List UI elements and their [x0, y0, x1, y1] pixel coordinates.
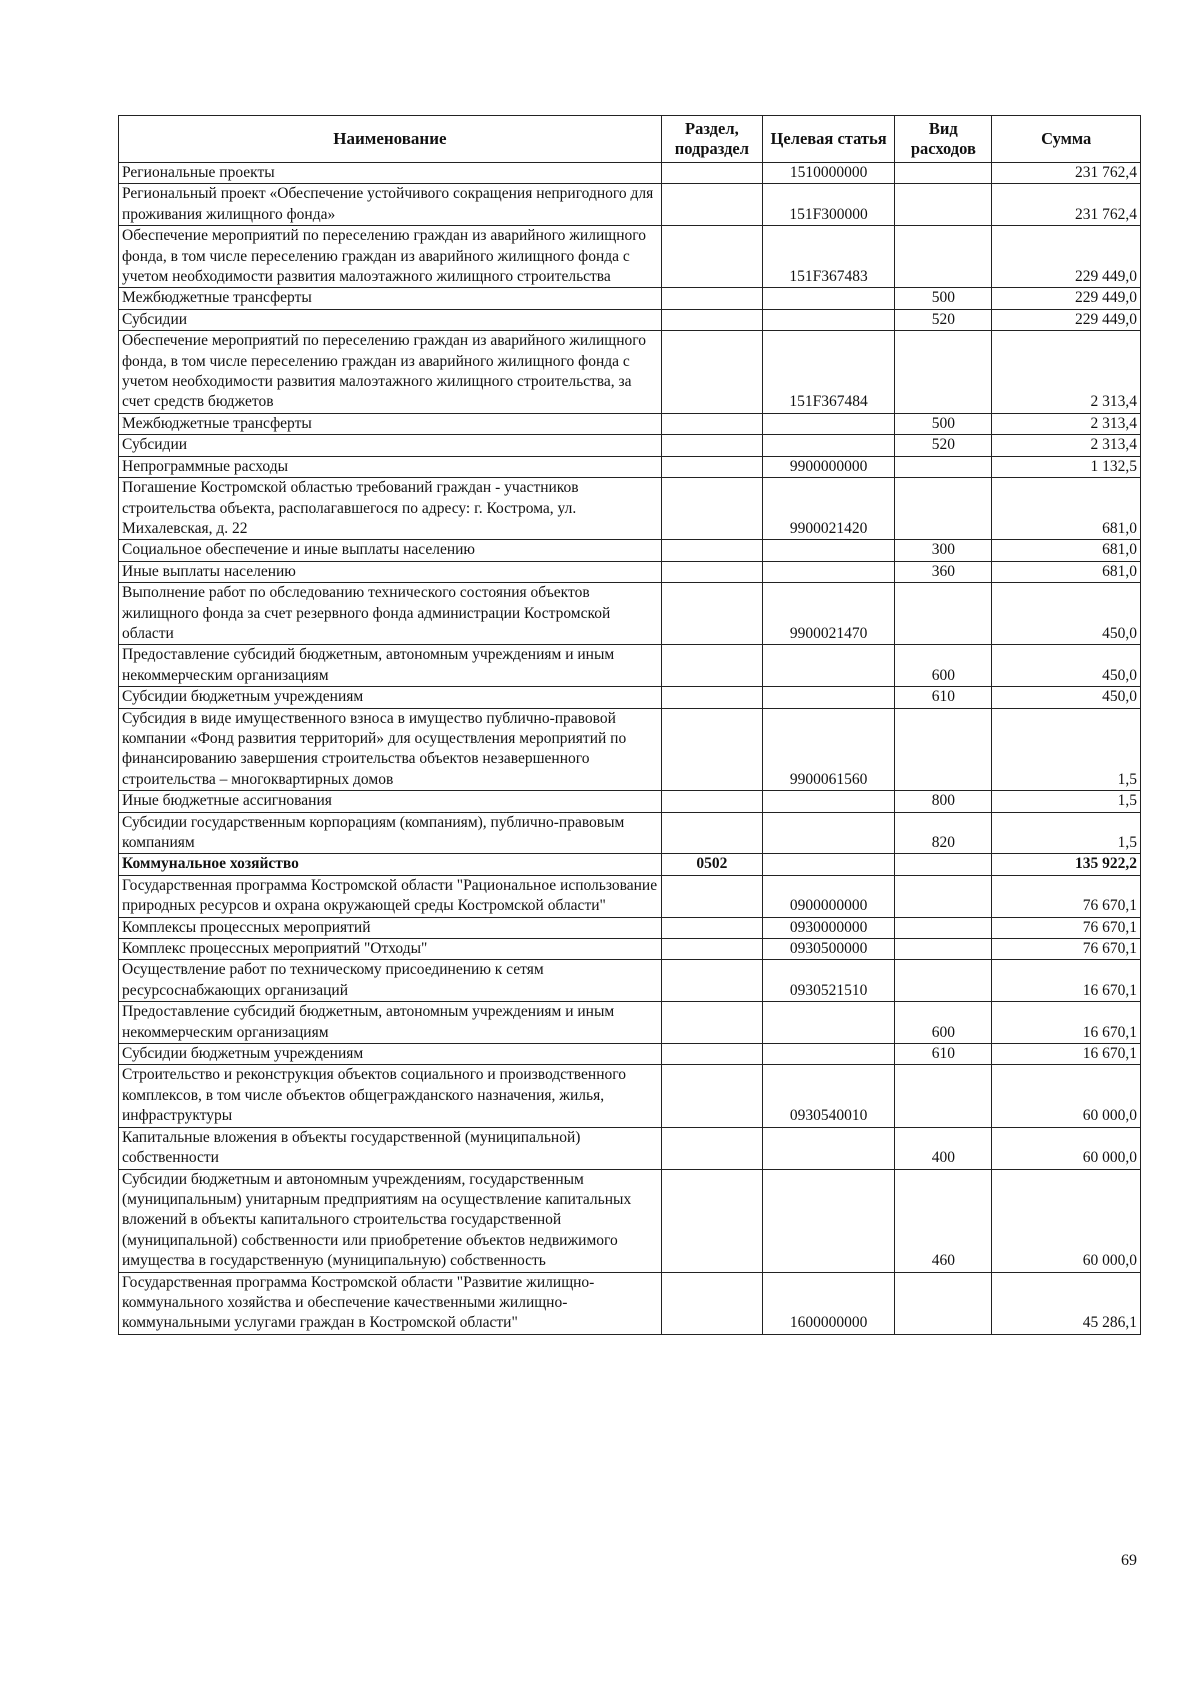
table-row: [119, 435, 1141, 456]
cell-kind: 500: [895, 288, 992, 309]
cell-sum: 135 922,2: [992, 854, 1141, 875]
cell-sum: 229 449,0: [992, 226, 1141, 288]
cell-target: 0930521510: [762, 960, 894, 1002]
table-row: [119, 309, 1141, 330]
cell-target: 9900061560: [762, 708, 894, 791]
cell-sum: 229 449,0: [992, 288, 1141, 309]
table-row: [119, 687, 1141, 708]
cell-target: 151F367483: [762, 226, 894, 288]
table-row: [119, 791, 1141, 812]
cell-kind: 600: [895, 645, 992, 687]
cell-kind: 520: [895, 309, 992, 330]
table-row: [119, 456, 1141, 477]
cell-name: Субсидии бюджетным учреждениям: [119, 1044, 662, 1065]
table-row: [119, 226, 1141, 288]
cell-name: Государственная программа Костромской области "Развитие жилищно-коммунального хозяйства и обеспечение качественными жилищно-коммунальными услугами граждан в Костромской области": [119, 1272, 662, 1334]
cell-kind: [895, 226, 992, 288]
cell-section: [661, 1044, 762, 1065]
cell-section: [661, 1002, 762, 1044]
cell-kind: [895, 456, 992, 477]
cell-sum: 681,0: [992, 540, 1141, 561]
cell-sum: 450,0: [992, 645, 1141, 687]
cell-sum: 681,0: [992, 561, 1141, 582]
cell-sum: 450,0: [992, 583, 1141, 645]
cell-sum: 45 286,1: [992, 1272, 1141, 1334]
cell-section: [661, 1272, 762, 1334]
cell-target: [762, 687, 894, 708]
cell-sum: 1,5: [992, 812, 1141, 854]
header-name: Наименование: [119, 116, 662, 163]
cell-section: [661, 645, 762, 687]
cell-name: Субсидии: [119, 309, 662, 330]
page-number: 69: [1121, 1552, 1137, 1569]
cell-target: 0930540010: [762, 1065, 894, 1127]
cell-name: Обеспечение мероприятий по переселению граждан из аварийного жилищного фонда, в том числе переселению граждан из аварийного жилищного фонда с учетом необходимости развития малоэтажного жилищного строительства: [119, 226, 662, 288]
table-row: [119, 854, 1141, 875]
cell-section: [661, 456, 762, 477]
cell-name: Осуществление работ по техническому присоединению к сетям ресурсоснабжающих организаций: [119, 960, 662, 1002]
cell-kind: [895, 875, 992, 917]
cell-name: Межбюджетные трансферты: [119, 413, 662, 434]
cell-target: 9900000000: [762, 456, 894, 477]
table-row: [119, 540, 1141, 561]
cell-section: [661, 687, 762, 708]
table-row: [119, 413, 1141, 434]
table-row: [119, 1044, 1141, 1065]
cell-name: Субсидии бюджетным и автономным учреждениям, государственным (муниципальным) унитарным предприятиям на осуществление капитальных вложений в объекты капитального строительства государственной (муниципальной) собственности или приобретение объектов недвижимого имущества в государственную (муниципальную) собственность: [119, 1169, 662, 1272]
cell-kind: [895, 917, 992, 938]
cell-target: [762, 288, 894, 309]
cell-sum: 2 313,4: [992, 331, 1141, 414]
cell-name: Иные выплаты населению: [119, 561, 662, 582]
cell-name: Социальное обеспечение и иные выплаты населению: [119, 540, 662, 561]
cell-kind: 820: [895, 812, 992, 854]
cell-target: [762, 645, 894, 687]
cell-section: [661, 226, 762, 288]
cell-target: [762, 309, 894, 330]
table-row: [119, 583, 1141, 645]
cell-target: 0930000000: [762, 917, 894, 938]
header-kind: Вид расходов: [895, 116, 992, 163]
table-row: [119, 288, 1141, 309]
cell-target: [762, 561, 894, 582]
cell-kind: [895, 854, 992, 875]
table-row: [119, 960, 1141, 1002]
cell-sum: 60 000,0: [992, 1127, 1141, 1169]
cell-target: 0900000000: [762, 875, 894, 917]
table-row: [119, 184, 1141, 226]
cell-kind: [895, 583, 992, 645]
table-row: [119, 812, 1141, 854]
table-row: [119, 1065, 1141, 1127]
budget-table: [118, 115, 1141, 1335]
cell-target: [762, 812, 894, 854]
cell-section: [661, 812, 762, 854]
cell-kind: [895, 184, 992, 226]
cell-target: 1510000000: [762, 163, 894, 184]
cell-name: Иные бюджетные ассигнования: [119, 791, 662, 812]
cell-target: [762, 435, 894, 456]
table-row: [119, 163, 1141, 184]
cell-section: [661, 939, 762, 960]
table-row: [119, 1272, 1141, 1334]
cell-section: [661, 288, 762, 309]
cell-section: [661, 163, 762, 184]
cell-section: [661, 184, 762, 226]
cell-sum: 76 670,1: [992, 939, 1141, 960]
cell-section: [661, 960, 762, 1002]
cell-target: [762, 791, 894, 812]
cell-section: [661, 791, 762, 812]
cell-sum: 16 670,1: [992, 1002, 1141, 1044]
cell-sum: 76 670,1: [992, 875, 1141, 917]
cell-kind: [895, 939, 992, 960]
cell-target: 151F300000: [762, 184, 894, 226]
cell-sum: 16 670,1: [992, 960, 1141, 1002]
cell-kind: [895, 960, 992, 1002]
cell-section: [661, 435, 762, 456]
cell-kind: 460: [895, 1169, 992, 1272]
table-row: [119, 561, 1141, 582]
cell-target: [762, 1002, 894, 1044]
cell-sum: 681,0: [992, 478, 1141, 540]
cell-sum: 229 449,0: [992, 309, 1141, 330]
table-row: [119, 939, 1141, 960]
table-row: [119, 1127, 1141, 1169]
cell-section: [661, 1169, 762, 1272]
cell-kind: 400: [895, 1127, 992, 1169]
cell-target: 0930500000: [762, 939, 894, 960]
cell-section: [661, 1065, 762, 1127]
cell-target: [762, 540, 894, 561]
cell-section: [661, 917, 762, 938]
cell-name: Субсидии: [119, 435, 662, 456]
cell-kind: 360: [895, 561, 992, 582]
cell-name: Предоставление субсидий бюджетным, автономным учреждениям и иным некоммерческим организациям: [119, 645, 662, 687]
cell-kind: [895, 1272, 992, 1334]
cell-name: Субсидии государственным корпорациям (компаниям), публично-правовым компаниям: [119, 812, 662, 854]
cell-target: 151F367484: [762, 331, 894, 414]
header-section: Раздел, подраздел: [661, 116, 762, 163]
cell-name: Обеспечение мероприятий по переселению граждан из аварийного жилищного фонда, в том числе переселению граждан из аварийного жилищного фонда с учетом необходимости развития малоэтажного жилищного строительства, за счет средств бюджетов: [119, 331, 662, 414]
cell-section: [661, 1127, 762, 1169]
cell-kind: 300: [895, 540, 992, 561]
cell-sum: 1 132,5: [992, 456, 1141, 477]
cell-name: Комплекс процессных мероприятий "Отходы": [119, 939, 662, 960]
cell-name: Строительство и реконструкция объектов социального и производственного комплексов, в том числе объектов общегражданского назначения, жилья, инфраструктуры: [119, 1065, 662, 1127]
table-row: [119, 708, 1141, 791]
cell-section: [661, 875, 762, 917]
cell-sum: 2 313,4: [992, 435, 1141, 456]
cell-kind: [895, 708, 992, 791]
table-row: [119, 478, 1141, 540]
cell-sum: 16 670,1: [992, 1044, 1141, 1065]
header-target: Целевая статья: [762, 116, 894, 163]
cell-kind: 600: [895, 1002, 992, 1044]
cell-kind: 500: [895, 413, 992, 434]
cell-name: Коммунальное хозяйство: [119, 854, 662, 875]
cell-target: 9900021470: [762, 583, 894, 645]
cell-name: Комплексы процессных мероприятий: [119, 917, 662, 938]
cell-name: Предоставление субсидий бюджетным, автономным учреждениям и иным некоммерческим организациям: [119, 1002, 662, 1044]
cell-name: Межбюджетные трансферты: [119, 288, 662, 309]
cell-target: 1600000000: [762, 1272, 894, 1334]
cell-kind: [895, 163, 992, 184]
cell-sum: 76 670,1: [992, 917, 1141, 938]
cell-kind: [895, 1065, 992, 1127]
cell-sum: 60 000,0: [992, 1169, 1141, 1272]
cell-kind: 520: [895, 435, 992, 456]
cell-kind: [895, 331, 992, 414]
table-row: [119, 1169, 1141, 1272]
cell-name: Капитальные вложения в объекты государственной (муниципальной) собственности: [119, 1127, 662, 1169]
cell-section: [661, 309, 762, 330]
cell-name: Погашение Костромской областью требований граждан - участников строительства объекта, располагавшегося по адресу: г. Кострома, ул. Михалевская, д. 22: [119, 478, 662, 540]
cell-target: [762, 413, 894, 434]
cell-kind: 610: [895, 1044, 992, 1065]
cell-section: [661, 583, 762, 645]
table-body: [119, 163, 1141, 1335]
cell-sum: 1,5: [992, 791, 1141, 812]
header-sum: Сумма: [992, 116, 1141, 163]
cell-sum: 1,5: [992, 708, 1141, 791]
cell-section: [661, 413, 762, 434]
cell-name: Региональный проект «Обеспечение устойчивого сокращения непригодного для проживания жилищного фонда»: [119, 184, 662, 226]
cell-kind: 800: [895, 791, 992, 812]
cell-sum: 60 000,0: [992, 1065, 1141, 1127]
cell-section: [661, 708, 762, 791]
cell-target: [762, 1127, 894, 1169]
cell-target: 9900021420: [762, 478, 894, 540]
cell-kind: 610: [895, 687, 992, 708]
cell-name: Выполнение работ по обследованию технического состояния объектов жилищного фонда за счет резервного фонда администрации Костромской области: [119, 583, 662, 645]
cell-kind: [895, 478, 992, 540]
cell-sum: 450,0: [992, 687, 1141, 708]
cell-section: [661, 561, 762, 582]
table-row: [119, 331, 1141, 414]
cell-sum: 231 762,4: [992, 184, 1141, 226]
cell-sum: 2 313,4: [992, 413, 1141, 434]
cell-sum: 231 762,4: [992, 163, 1141, 184]
cell-name: Региональные проекты: [119, 163, 662, 184]
table-row: [119, 645, 1141, 687]
cell-section: [661, 478, 762, 540]
cell-target: [762, 1044, 894, 1065]
cell-name: Субсидии бюджетным учреждениям: [119, 687, 662, 708]
table-header-row: [119, 116, 1141, 163]
cell-name: Непрограммные расходы: [119, 456, 662, 477]
cell-target: [762, 1169, 894, 1272]
table-row: [119, 917, 1141, 938]
cell-section: 0502: [661, 854, 762, 875]
cell-name: Государственная программа Костромской области "Рациональное использование природных ресурсов и охрана окружающей среды Костромской области": [119, 875, 662, 917]
table-row: [119, 1002, 1141, 1044]
cell-section: [661, 331, 762, 414]
table-row: [119, 875, 1141, 917]
cell-section: [661, 540, 762, 561]
cell-target: [762, 854, 894, 875]
cell-name: Субсидия в виде имущественного взноса в имущество публично-правовой компании «Фонд развития территорий» для осуществления мероприятий по финансированию завершения строительства объектов незавершенного строительства – многоквартирных домов: [119, 708, 662, 791]
